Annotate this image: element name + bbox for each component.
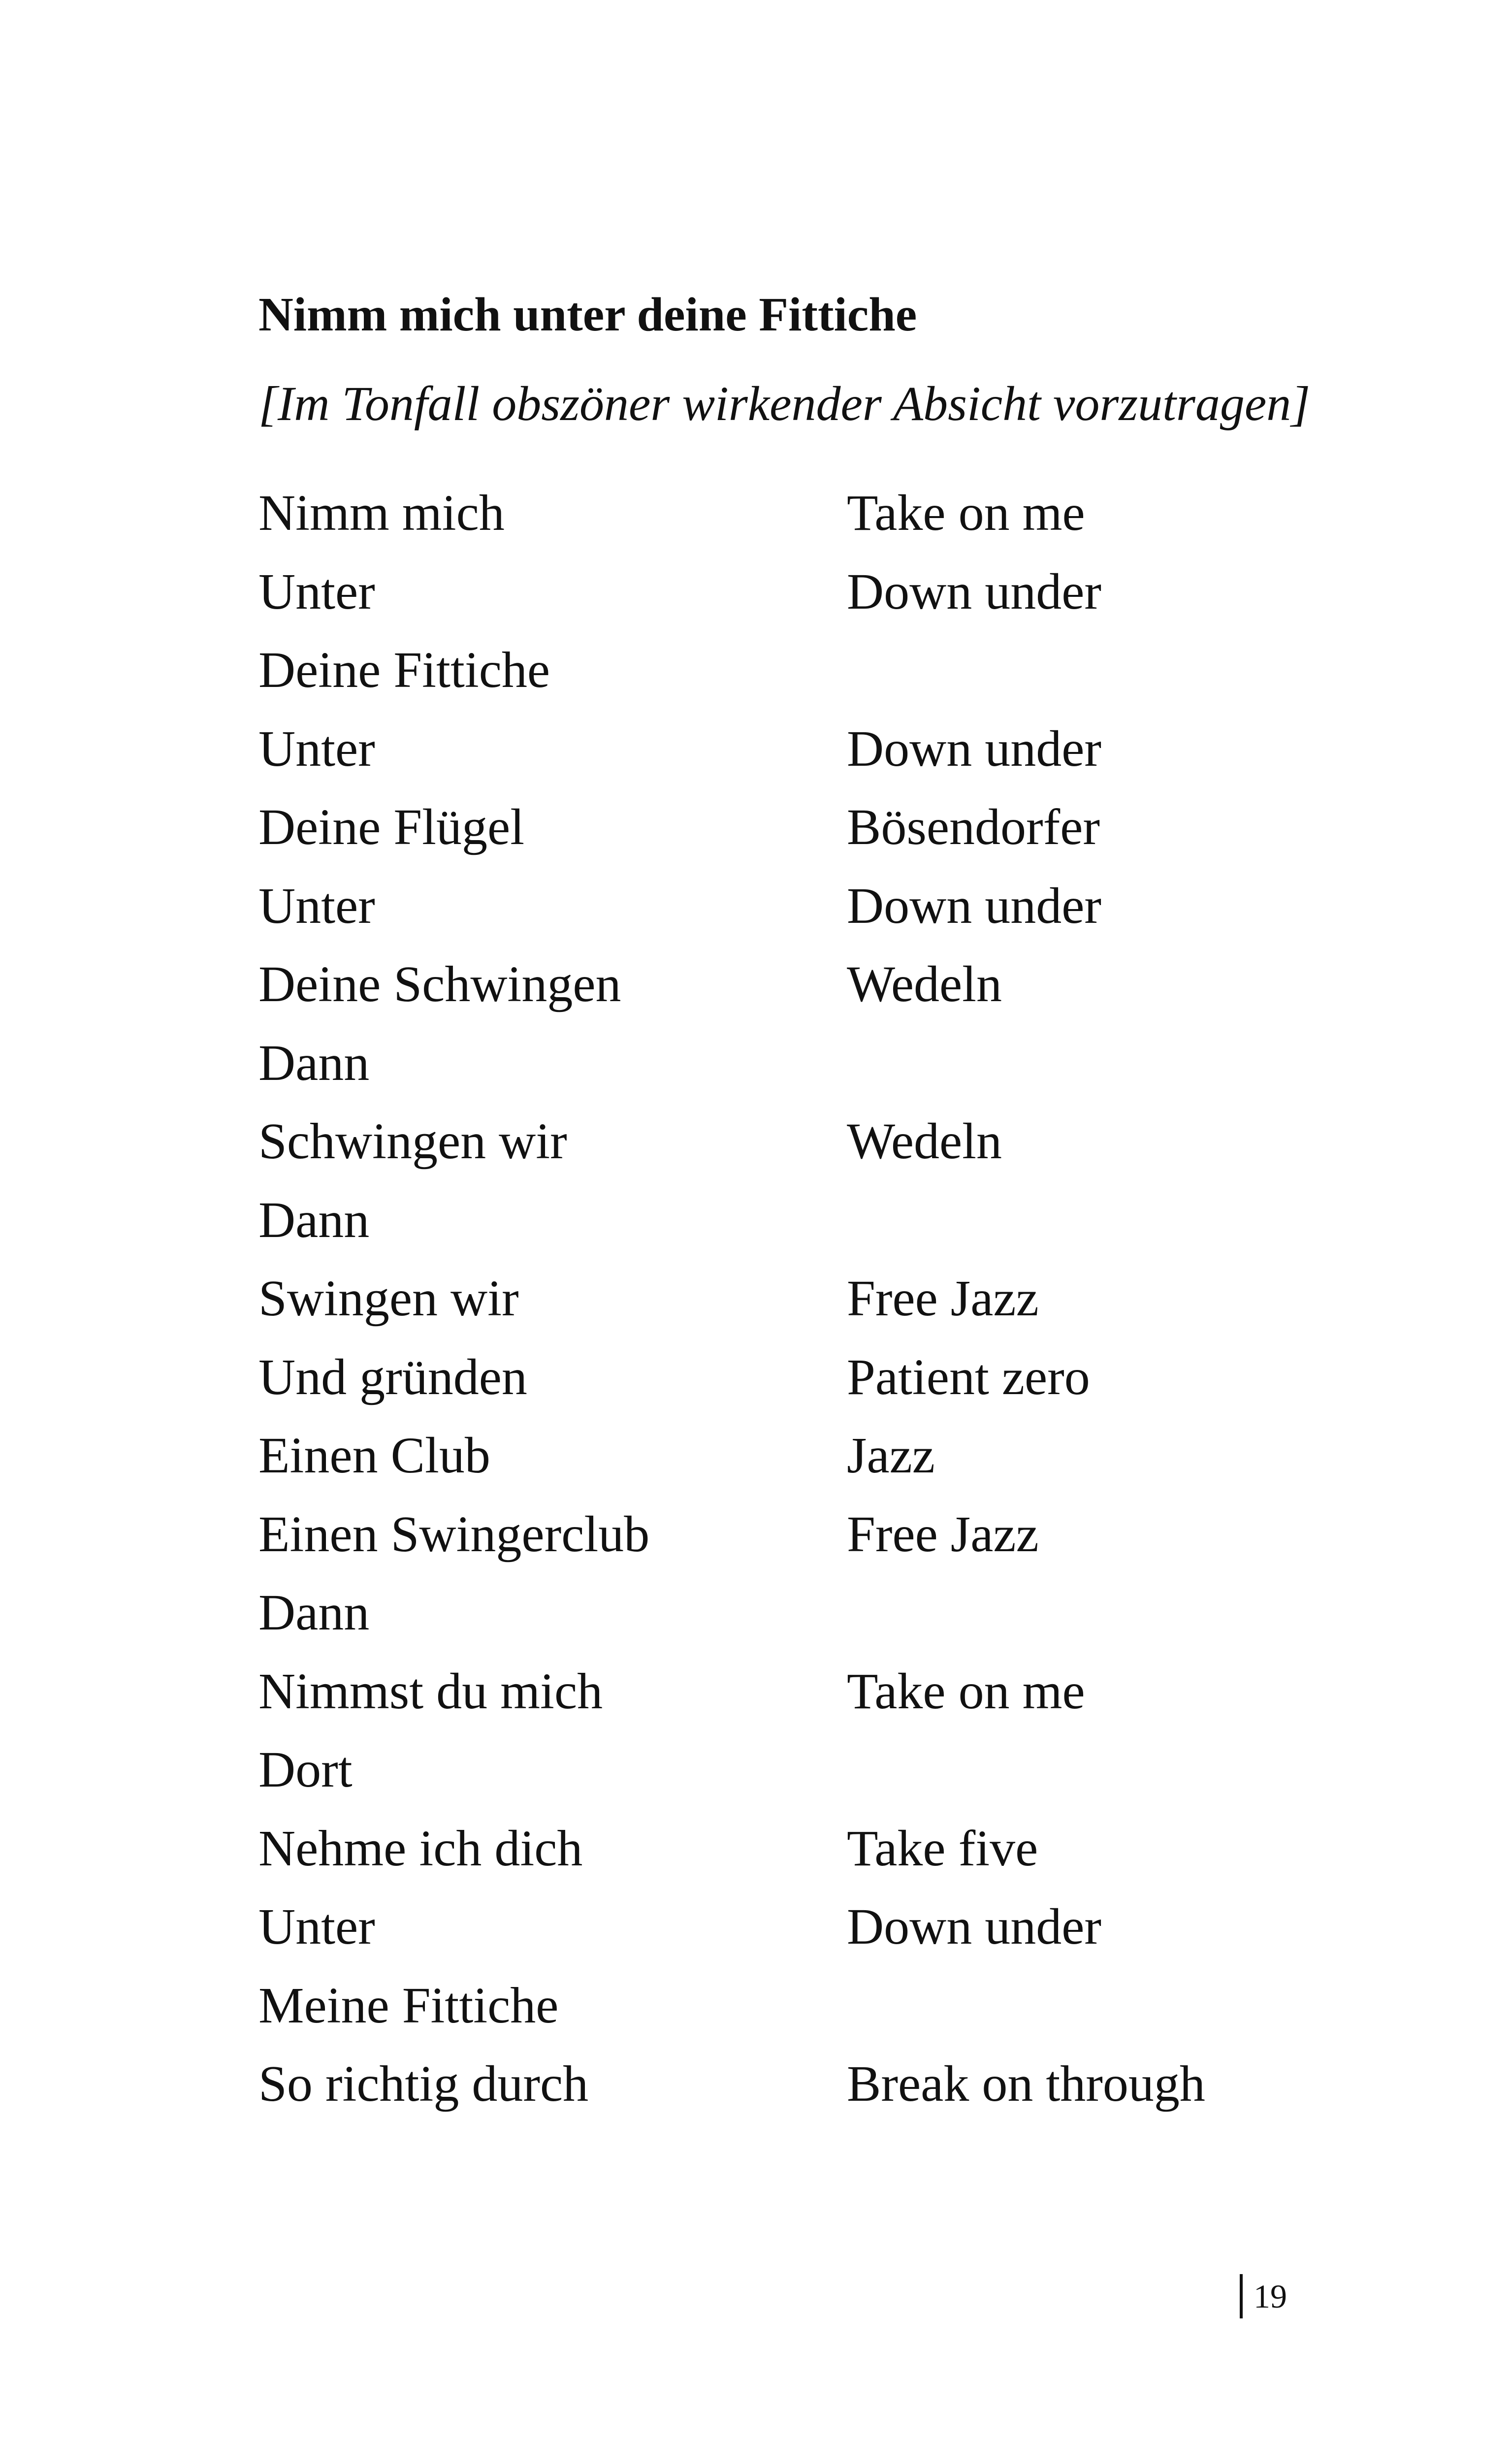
poem-line-german: Unter	[258, 877, 375, 934]
poem-title: Nimm mich unter deine Fittiche	[258, 288, 917, 341]
poem-line	[258, 877, 1342, 959]
poem-line	[258, 720, 1342, 802]
poem-line	[258, 1427, 1342, 1509]
poem-line	[258, 2055, 1342, 2137]
poem-line-german: Nimmst du mich	[258, 1662, 603, 1720]
poem-line	[258, 485, 1342, 566]
poem-line-english: Bösendorfer	[847, 799, 1100, 855]
poem-line-german: Deine Flügel	[258, 799, 525, 855]
poem-line	[258, 642, 1342, 723]
poem-line-english: Free Jazz	[847, 1505, 1039, 1563]
poem-line-english: Wedeln	[847, 1113, 1002, 1170]
poem-line	[258, 1270, 1342, 1352]
poem-line-german: Dann	[258, 1034, 370, 1091]
poem-line-german: Dann	[258, 1584, 370, 1641]
poem-line	[258, 1034, 1342, 1116]
poem-line	[258, 1348, 1342, 1431]
poem-line-german: Swingen wir	[258, 1270, 519, 1327]
poem-line-german: Nimm mich	[258, 485, 505, 541]
poem-line	[258, 1505, 1342, 1588]
poem-line-german: Meine Fittiche	[258, 1977, 559, 2034]
poem-line-german: Unter	[258, 563, 375, 620]
poem-line	[258, 1820, 1342, 1902]
poem-line-english: Down under	[847, 563, 1102, 620]
poem-line-german: Dann	[258, 1191, 370, 1248]
poem-line	[258, 1584, 1342, 1666]
poem-line	[258, 1741, 1342, 1823]
poem-line	[258, 799, 1342, 880]
page-number-rule	[1240, 2274, 1243, 2318]
poem-body	[258, 485, 1342, 2137]
poem-line-english: Take on me	[847, 1662, 1085, 1720]
poem-line	[258, 1662, 1342, 1745]
poem-line-english: Take five	[847, 1820, 1038, 1877]
poem-line-english: Wedeln	[847, 956, 1002, 1012]
poem-line-english: Free Jazz	[847, 1270, 1039, 1327]
poem-line-english: Jazz	[847, 1427, 935, 1484]
poem-line-german: Nehme ich dich	[258, 1820, 583, 1877]
poem-line-english: Down under	[847, 720, 1102, 777]
poem-line-german: Einen Swingerclub	[258, 1505, 650, 1563]
poem-line	[258, 1113, 1342, 1195]
poem-line-english: Down under	[847, 877, 1102, 934]
poem-line	[258, 956, 1342, 1038]
poem-line-german: Einen Club	[258, 1427, 490, 1484]
stage-direction: [Im Tonfall obszöner wirkender Absicht vorzutragen]	[258, 376, 1311, 431]
poem-line-english: Patient zero	[847, 1348, 1090, 1405]
poem-line-german: Unter	[258, 720, 375, 777]
poem-line-english: Down under	[847, 1898, 1102, 1955]
page-number: 19	[1254, 2278, 1287, 2315]
poem-line-german: So richtig durch	[258, 2055, 589, 2112]
page-footer	[1240, 2274, 1287, 2318]
poem-line-german: Dort	[258, 1741, 353, 1798]
poem-line-german: Und gründen	[258, 1348, 527, 1405]
poem-line	[258, 563, 1342, 645]
poem-line-german: Schwingen wir	[258, 1113, 567, 1170]
poem-line-german: Deine Schwingen	[258, 956, 621, 1012]
poem-line-english: Break on through	[847, 2055, 1205, 2112]
poem-line-german: Unter	[258, 1898, 375, 1955]
poem-line	[258, 1977, 1342, 2059]
poem-line	[258, 1898, 1342, 1980]
poem-line-english: Take on me	[847, 485, 1085, 541]
poem-line-german: Deine Fittiche	[258, 642, 550, 698]
poem-line	[258, 1191, 1342, 1273]
